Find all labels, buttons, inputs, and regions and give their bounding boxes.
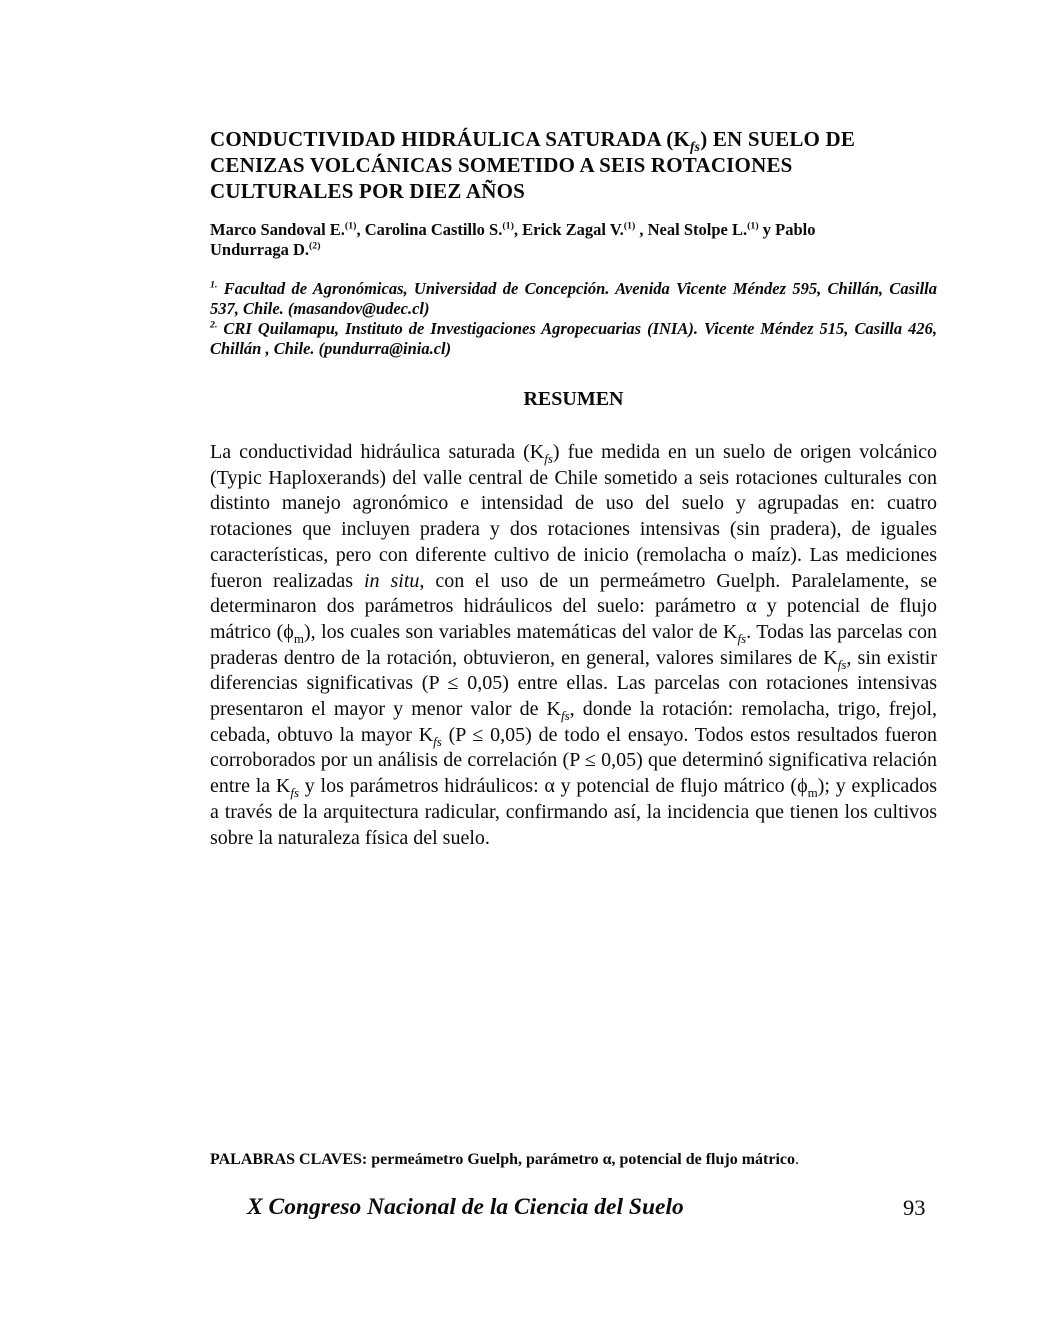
affiliations	[210, 279, 937, 359]
abstract-paragraph: La conductividad hidráulica saturada $(K_{fs})$ fue medida en un suelo de origen volcánico (Typic Haploxerands) del valle central de Chile sometido a seis rotaciones culturales con distinto manejo agronómico e intensidad de uso del suelo y agrupadas en: cuatro rotaciones que incluyen pradera y dos rotaciones intensivas (sin pradera), de iguales características, pero con diferente cultivo de inicio (remolacha o maíz). Las mediciones fueron realizadas in situ, con el uso de un permeámetro Guelph. Paralelamente, se determinaron dos parámetros hidráulicos del suelo: parámetro α y potencial de flujo mátrico $(\phi_m)$, los cuales son variables matemáticas del valor de $K_{fs}$. Todas las parcelas con praderas dentro de la rotación, obtuvieron, en general, valores similares de $K_{fs}$, sin existir diferencias significativas (P ≤ 0,05) entre ellas. Las parcelas con rotaciones intensivas presentaron el mayor y menor valor de $K_{fs}$, donde la rotación: remolacha, trigo, frejol, cebada, obtuvo la mayor $K_{fs}$ (P ≤ 0,05) de todo el ensayo. Todos estos resultados fueron corroborados por un análisis de correlación (P ≤ 0,05) que determinó significativa relación entre la $K_{fs}$ y los parámetros hidráulicos: α y potencial de flujo mátrico $(\phi_m)$; y explicados a través de la arquitectura radicular, confirmando así, la incidencia que tienen los cultivos sobre la naturaleza física del suelo.	[210, 441, 938, 849]
affiliation-2: $^{2.}$ CRI Quilamapu, Instituto de Investigaciones Agropecuarias (INIA). Vicente Méndez 515, Casilla 426, Chillán , Chile. (pundurra@inia.cl)	[210, 319, 937, 358]
paper-title: CONDUCTIVIDAD HIDRÁULICA SATURADA $(K_{fs})$ EN SUELO DE CENIZAS VOLCÁNICAS SOMETIDO A SEIS ROTACIONES CULTURALES POR DIEZ AÑOS	[210, 127, 856, 203]
keywords-line: PALABRAS CLAVES: permeámetro Guelph, parámetro α, potencial de flujo mátrico.	[210, 1151, 800, 1168]
footer-page-number: 93	[903, 1195, 926, 1220]
footer-congress-name: X Congreso Nacional de la Ciencia del Suelo	[247, 1194, 684, 1220]
section-heading-resumen: RESUMEN	[523, 388, 624, 410]
affiliation-1: $^{1.}$ Facultad de Agronómicas, Universidad de Concepción. Avenida Vicente Méndez 595, Chillán, Casilla 537, Chile. (masandov@udec.cl)	[210, 279, 937, 318]
authors-line: Marco Sandoval E.$^{(1)}$, Carolina Castillo S.$^{(1)}$, Erick Zagal V.$^{(1)}$ , Neal Stolpe L.$^{(1)}$ y Pablo Undurraga D.$^{(2)}$	[210, 220, 816, 259]
